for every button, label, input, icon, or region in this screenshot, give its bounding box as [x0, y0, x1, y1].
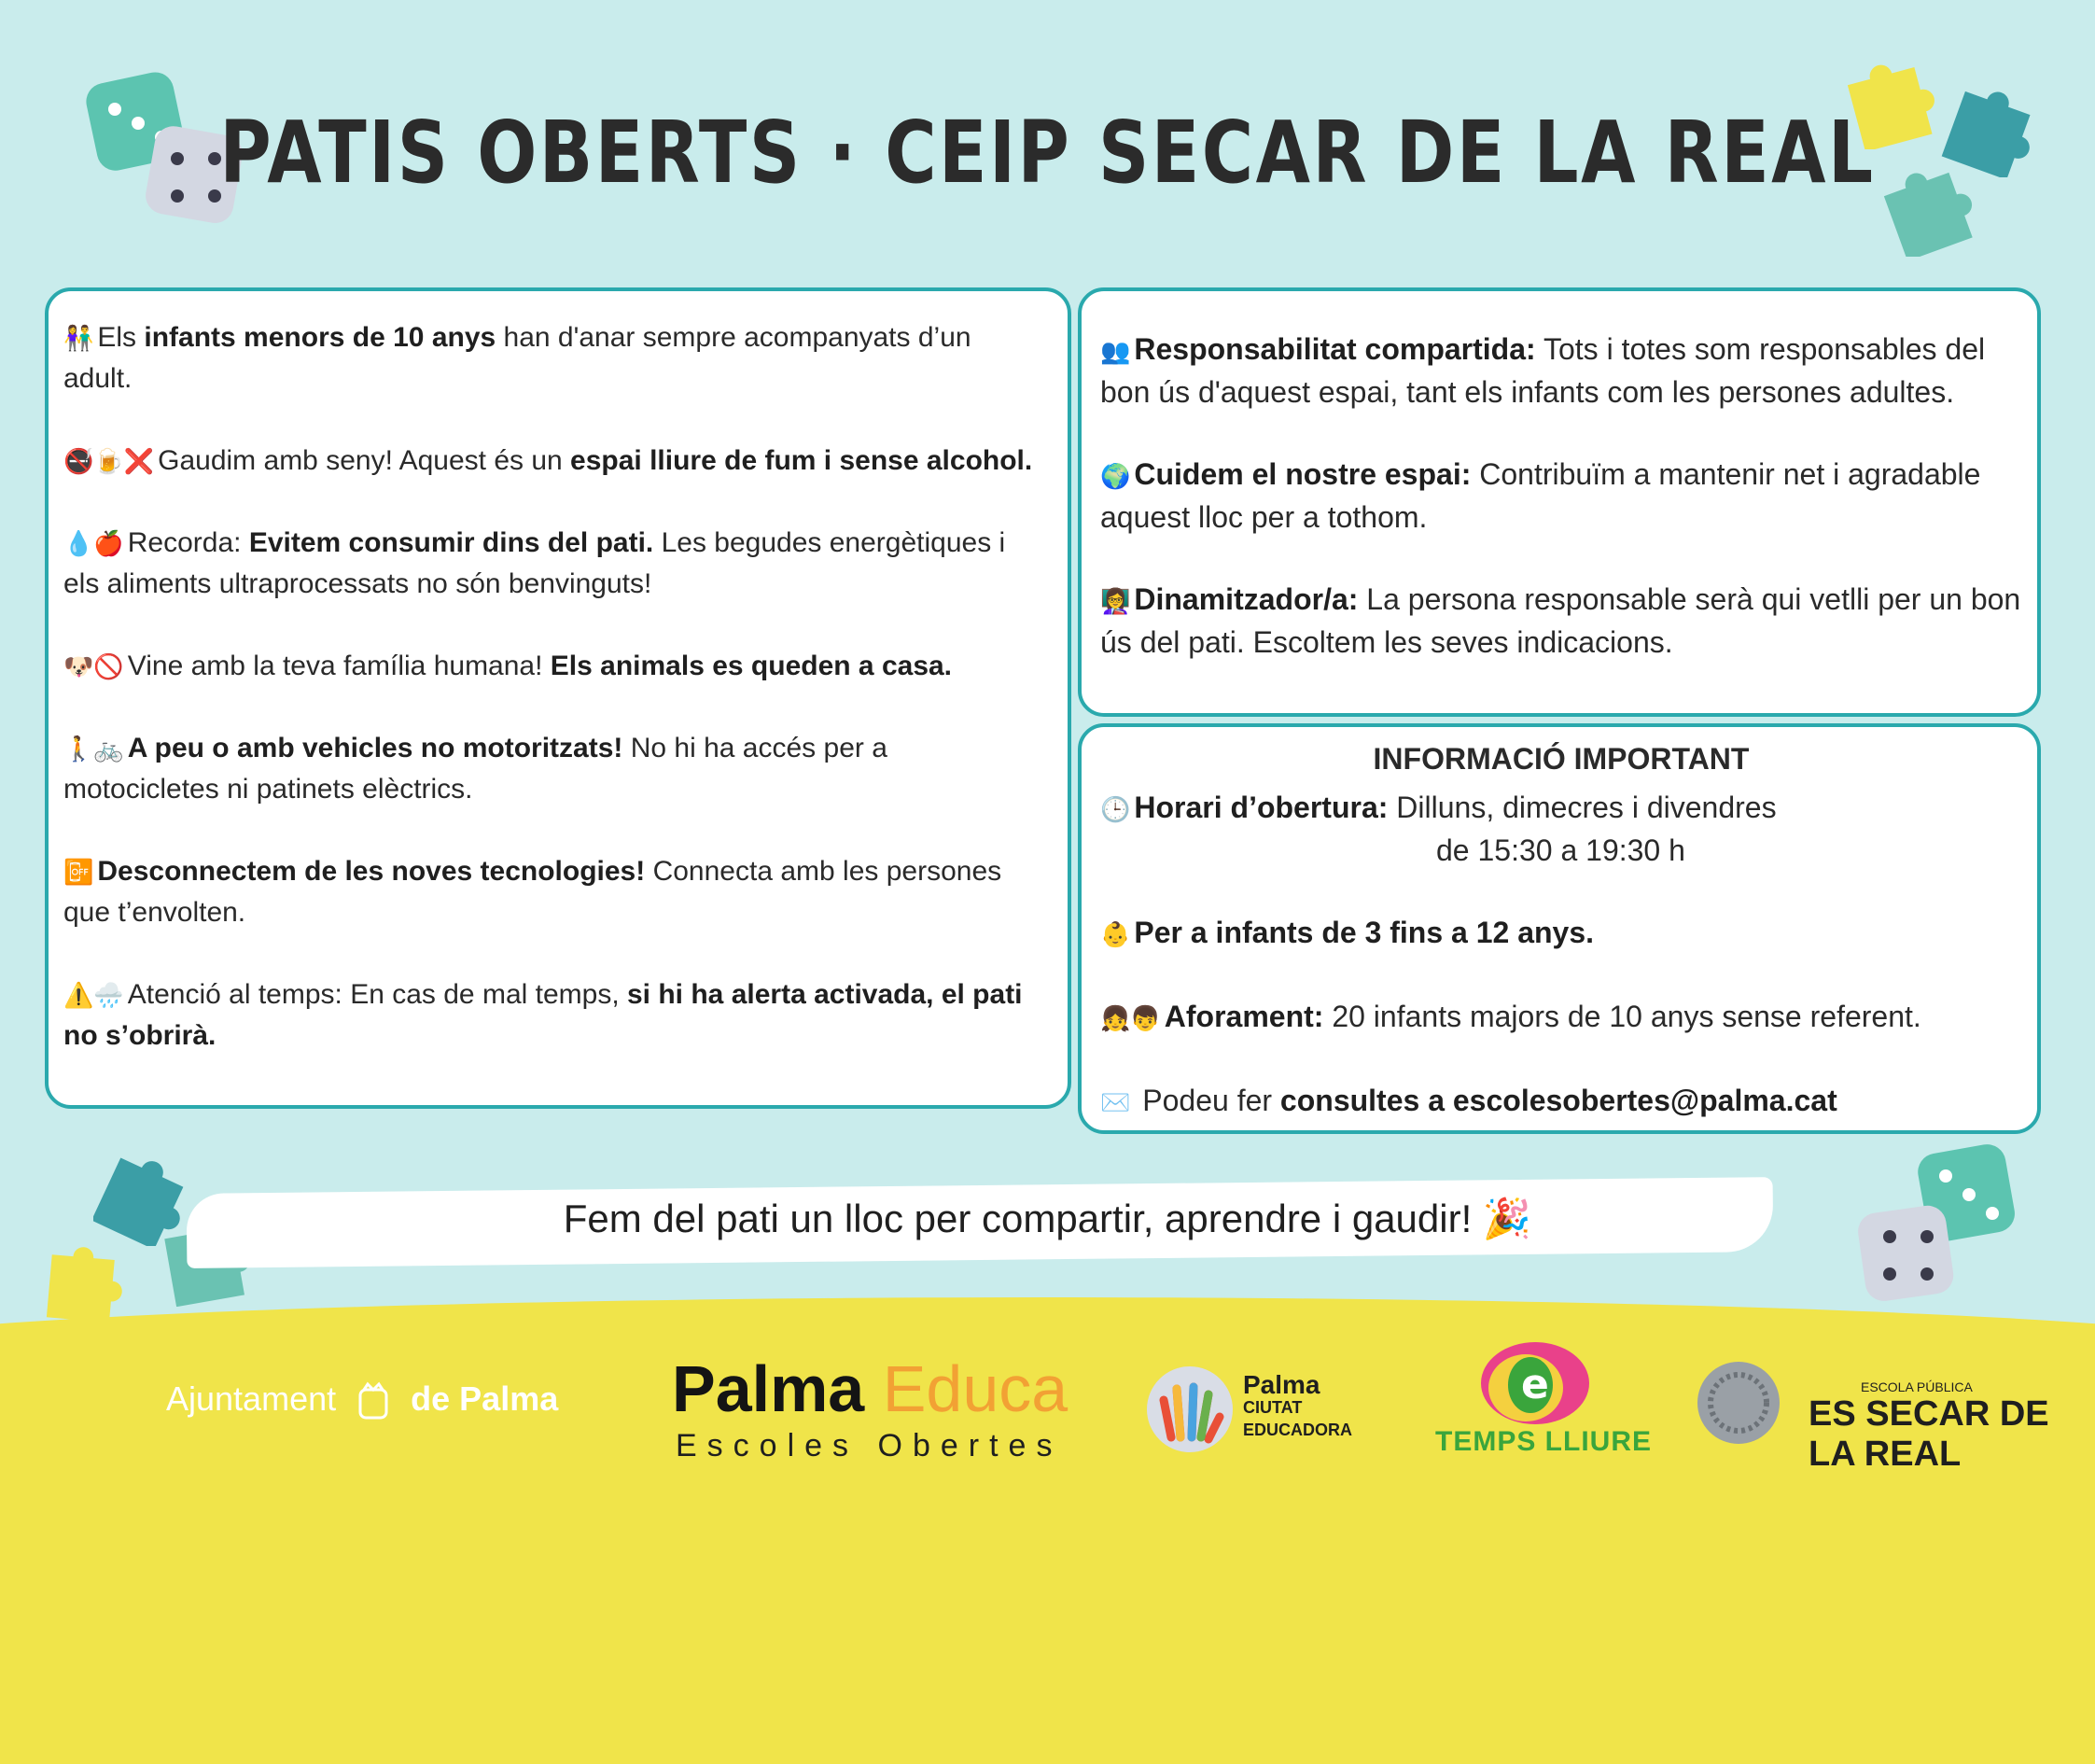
rules-panel [45, 287, 1071, 1109]
capacity-item: 👧👦 Aforament: 20 infants majors de 10 anys sense referent. [1100, 1000, 1921, 1033]
value-item: 👥 Responsabilitat compartida: Tots i totes som responsables del bon ús d'aquest espai, tant els infants com les persones adultes. [1100, 332, 1986, 409]
palma-educa-logo: Palma Educa [672, 1352, 1068, 1425]
value-item: 🌍 Cuidem el nostre espai: Contribuïm a mantenir net i agradable aquest lloc per a tothom. [1100, 457, 1981, 534]
rule-icon: 📴 [63, 858, 94, 886]
info-heading: INFORMACIÓ IMPORTANT [1373, 742, 1750, 776]
temps-lliure-logo-icon [1474, 1337, 1596, 1430]
info-panel [1078, 723, 2041, 1134]
children-icon: 👧👦 [1100, 1004, 1161, 1032]
rule-icon: 🐶🚫 [63, 652, 124, 680]
page-title: PATIS OBERTS · CEIP SECAR DE LA REAL [219, 103, 1876, 203]
ajuntament-logo: Ajuntament de Palma [166, 1379, 558, 1421]
puzzle-yellow-bottom-icon [37, 1232, 131, 1325]
hours-time: de 15:30 a 19:30 h [1436, 833, 1685, 867]
rule-item: 📴 Desconnectem de les noves tecnologies! Connecta amb les persones que t’envolten. [63, 856, 1002, 928]
hours-item: 🕒 Horari d’obertura: Dilluns, dimecres i divendres de 15:30 a 19:30 h [1100, 787, 2022, 871]
temps-lliure-label: TEMPS LLIURE [1435, 1426, 1653, 1457]
svg-text:e: e [1521, 1361, 1549, 1408]
age-item: 👶 Per a infants de 3 fins a 12 anys. [1100, 916, 1595, 949]
contact-item: ✉️ Podeu fer consultes a escolesobertes@palma.cat [1100, 1084, 1837, 1117]
rule-item: 👫 Els infants menors de 10 anys han d'anar sempre acompanyats d’un adult. [63, 322, 971, 394]
envelope-icon: ✉️ [1100, 1088, 1131, 1116]
crest-icon [353, 1380, 394, 1421]
dice-grey-bottom-icon [1852, 1199, 1964, 1311]
rule-item: 🚭🍺❌ Gaudim amb seny! Aquest és un espai lliure de fum i sense alcohol. [63, 445, 1033, 476]
rule-item: 🐶🚫 Vine amb la teva família humana! Els animals es queden a casa. [63, 651, 953, 681]
rule-item: ⚠️🌧️ Atenció al temps: En cas de mal temps, si hi ha alerta activada, el pati no s’obrirà. [63, 979, 1023, 1051]
slogan: Fem del pati un lloc per compartir, aprendre i gaudir! 🎉 [563, 1197, 1532, 1240]
rule-item: 🚶🚲 A peu o amb vehicles no motoritzats! No hi ha accés per a motocicletes ni patinets elèctrics. [63, 733, 887, 805]
rule-icon: 🚭🍺❌ [63, 447, 155, 475]
rule-icon: 🚶🚲 [63, 735, 124, 763]
secar-emblem-icon [1694, 1358, 1783, 1448]
value-icon: 👥 [1100, 337, 1131, 365]
escoles-obertes-label: Escoles Obertes [676, 1428, 1063, 1463]
secar-logo: ESCOLA PÚBLICA ES SECAR DE LA REAL [1809, 1379, 2049, 1474]
value-icon: 🌍 [1100, 462, 1131, 490]
baby-icon: 👶 [1100, 920, 1131, 948]
values-panel [1078, 287, 2041, 717]
hand-logo-icon [1143, 1363, 1236, 1456]
clock-icon: 🕒 [1100, 795, 1131, 823]
value-item: 👩‍🏫 Dinamitzador/a: La persona responsable serà qui vetlli per un bon ús del pati. Escoltem les seves indicacions. [1100, 582, 2021, 659]
rule-icon: 👫 [63, 324, 94, 352]
ciutat-educadora-logo: Palma CIUTAT EDUCADORA [1243, 1370, 1352, 1439]
rule-item: 💧🍎 Recorda: Evitem consumir dins del pati. Les begudes energètiques i els aliments ultraprocessats no són benvinguts! [63, 527, 1006, 599]
rule-icon: ⚠️🌧️ [63, 981, 124, 1009]
rule-icon: 💧🍎 [63, 529, 124, 557]
value-icon: 👩‍🏫 [1100, 587, 1131, 615]
